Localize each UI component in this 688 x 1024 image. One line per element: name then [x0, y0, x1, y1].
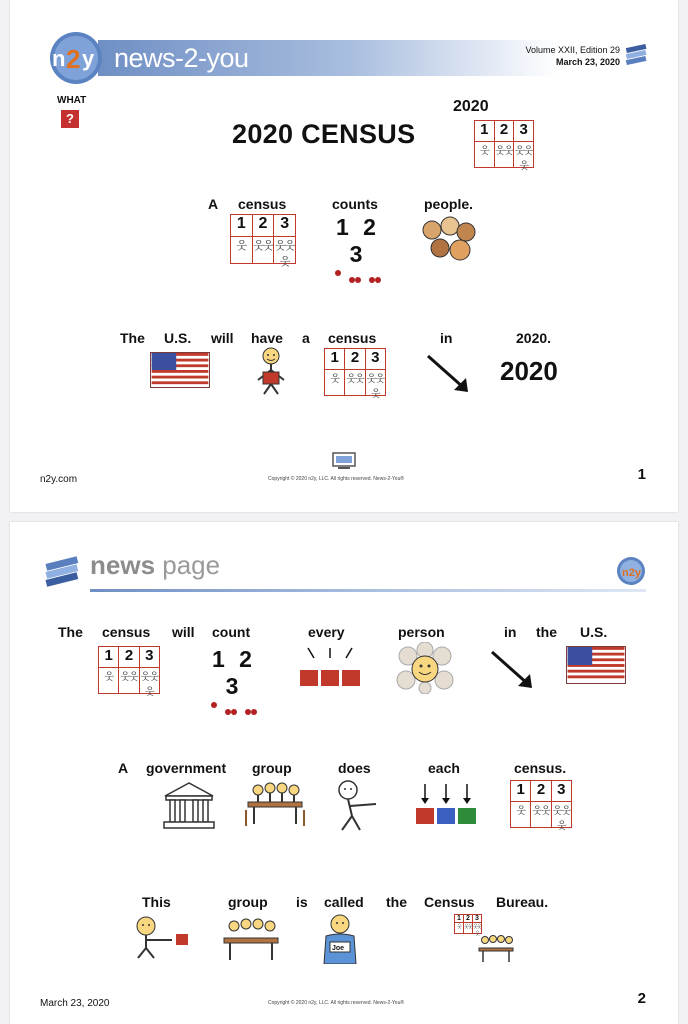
government-building-icon	[162, 780, 216, 832]
word-people: people.	[424, 196, 474, 212]
person-pointing-icon	[132, 914, 192, 960]
footer-date: March 23, 2020	[40, 998, 110, 1009]
n2y-globe-icon	[616, 556, 646, 586]
word-census2: census	[328, 330, 377, 346]
word-in: in	[504, 624, 517, 640]
group-table-icon	[220, 916, 282, 962]
word-census4: Census	[424, 894, 475, 910]
every-icon	[298, 646, 362, 692]
word-in: in	[440, 330, 453, 346]
computer-icon	[332, 452, 356, 470]
arrow-down-right-icon	[488, 648, 538, 692]
counting-icon: 1 2 3	[326, 214, 390, 288]
person-doing-icon	[334, 778, 384, 834]
date-text: March 23, 2020	[555, 57, 620, 67]
word-does: does	[338, 760, 371, 776]
copyright: Copyright © 2020 n2y, LLC. All rights reserved. News-2-You®	[268, 1000, 405, 1006]
question-icon: ?	[61, 110, 79, 128]
n2y-logo-icon	[42, 30, 120, 86]
page-2	[10, 522, 678, 1024]
word-called: called	[324, 894, 364, 910]
person-crowd-icon	[396, 642, 454, 694]
word-a: A	[208, 196, 219, 212]
word-this: This	[142, 894, 171, 910]
header-rule	[90, 589, 646, 592]
footer-site: n2y.com	[40, 474, 78, 485]
group-table-icon	[476, 934, 516, 964]
word-each: each	[428, 760, 460, 776]
word-will: will	[172, 624, 195, 640]
group-table-icon	[244, 780, 306, 828]
census-symbol-icon: 1 2 3 웃 웃웃 웃웃웃	[510, 780, 572, 828]
word-the: The	[58, 624, 83, 640]
year-symbol: 2020	[500, 356, 558, 386]
what-label: WHAT	[57, 95, 87, 106]
svg-text:2: 2	[66, 44, 81, 74]
word-the: The	[120, 330, 145, 346]
us-flag-icon	[150, 352, 210, 388]
edition-info	[525, 44, 620, 68]
word-every: every	[308, 624, 345, 640]
title-year: 2020	[453, 98, 489, 115]
copyright: Copyright © 2020 n2y, LLC. All rights reserved. News-2-You®	[268, 476, 405, 482]
counting-icon: 1 2 3	[202, 646, 266, 720]
word-a: A	[118, 760, 129, 776]
word-2020: 2020.	[516, 330, 552, 346]
section-title: news page	[90, 550, 221, 580]
person-holding-icon	[254, 346, 288, 396]
word-have: have	[251, 330, 283, 346]
brand-name: news-2-you	[114, 43, 249, 73]
word-us: U.S.	[164, 330, 192, 346]
word-census: census	[102, 624, 151, 640]
word-group2: group	[228, 894, 268, 910]
word-a2: a	[302, 330, 310, 346]
word-us: U.S.	[580, 624, 608, 640]
word-census: census	[238, 196, 287, 212]
page-1	[10, 0, 678, 512]
page-title: 2020 CENSUS	[232, 119, 416, 149]
svg-text:Joe: Joe	[332, 945, 345, 952]
word-person: person	[398, 624, 445, 640]
word-bureau: Bureau.	[496, 894, 549, 910]
census-symbol-icon: 1 2 3 웃 웃웃 웃웃웃	[474, 120, 534, 168]
page-number: 1	[637, 466, 646, 483]
census-symbol-icon: 1 2 3 웃 웃웃 웃웃웃	[98, 646, 160, 694]
volume-text: Volume XXII, Edition 29	[525, 45, 620, 55]
svg-text:n: n	[52, 46, 66, 71]
word-the2: the	[536, 624, 557, 640]
people-icon	[418, 214, 484, 264]
census-symbol-icon: 1 2 3 웃 웃웃 웃웃웃	[454, 914, 482, 934]
word-count: count	[212, 624, 251, 640]
word-census3: census.	[514, 760, 567, 776]
books-icon	[622, 40, 650, 72]
word-will: will	[211, 330, 234, 346]
svg-text:y: y	[82, 46, 95, 71]
word-is: is	[296, 894, 308, 910]
word-the3: the	[386, 894, 407, 910]
page-number: 2	[637, 990, 646, 1007]
each-icon	[414, 782, 478, 828]
name-tag-person-icon	[318, 912, 362, 964]
us-flag-icon	[566, 646, 626, 684]
census-symbol-icon: 1 2 3 웃 웃웃 웃웃웃	[230, 214, 296, 264]
word-group: group	[252, 760, 292, 776]
books-icon	[40, 552, 84, 592]
census-symbol-icon: 1 2 3 웃 웃웃 웃웃웃	[324, 348, 386, 396]
word-counts: counts	[332, 196, 378, 212]
word-government: government	[146, 760, 227, 776]
svg-text:n2y: n2y	[622, 567, 641, 579]
arrow-down-right-icon	[424, 352, 474, 396]
